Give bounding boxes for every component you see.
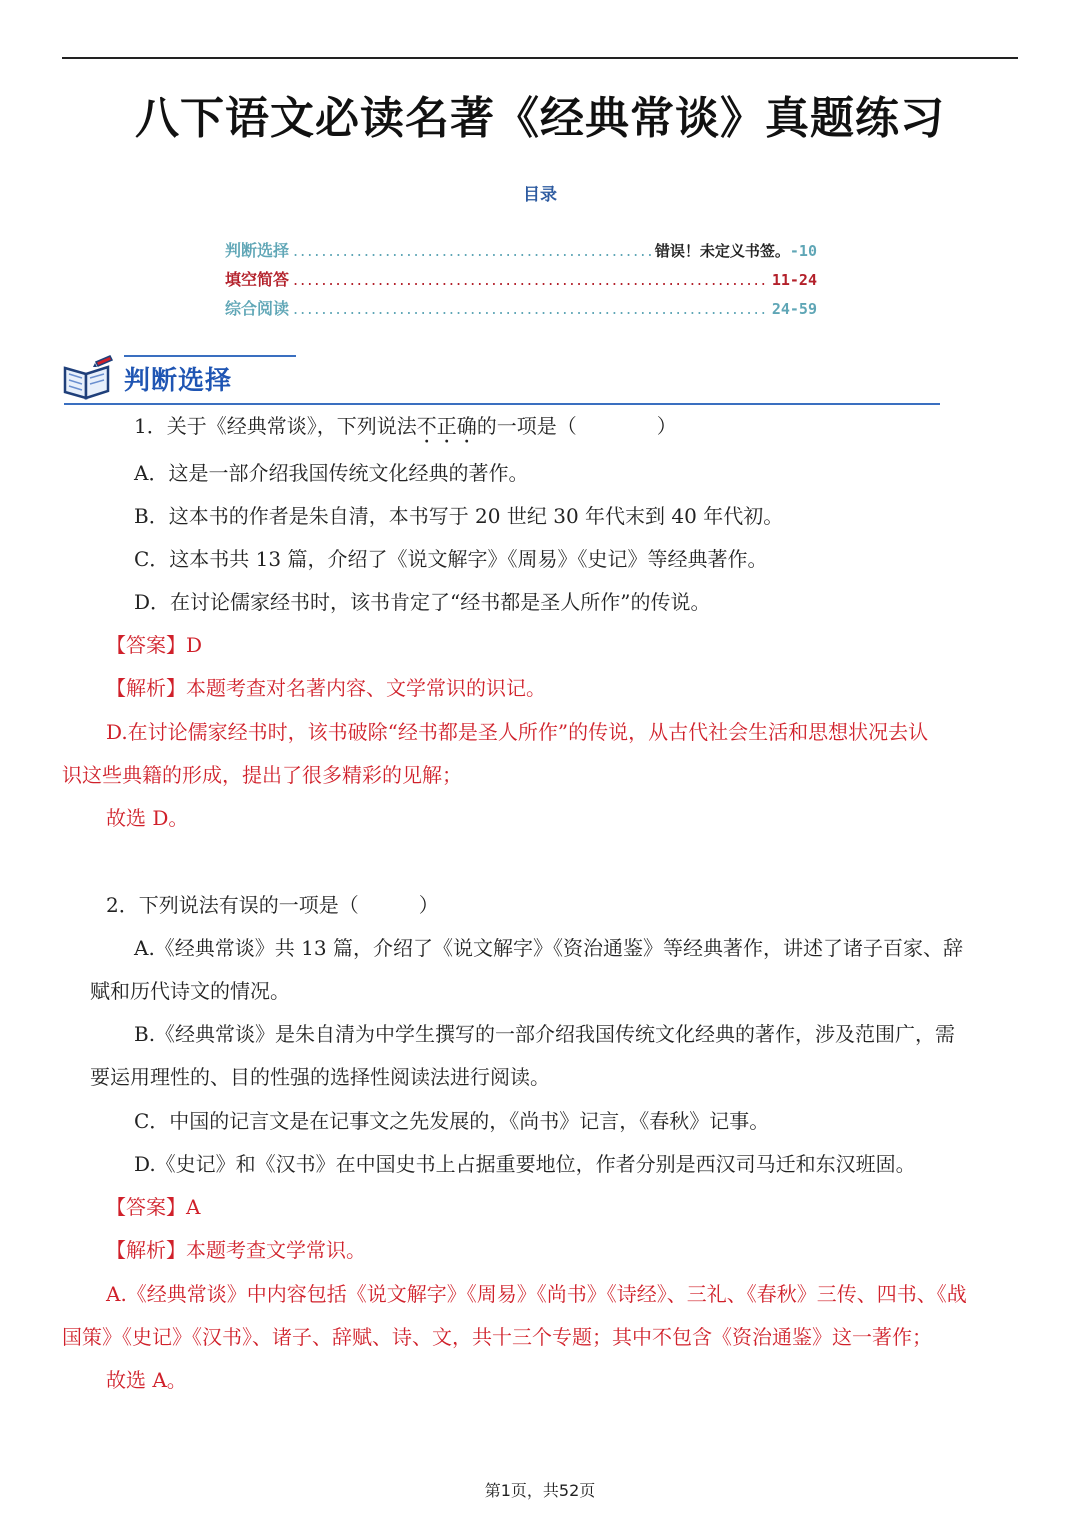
emphasis-char: 不 [416,414,437,438]
question-1-analysis: 【解析】本题考查对名著内容、文学常识的识记。 [106,676,546,700]
toc-item-label: 填空简答 [225,270,290,289]
question-1-stem [134,411,677,441]
question-2-option-b-line-2: 要运用理性的、目的性强的选择性阅读法进行阅读。 [90,1065,550,1089]
question-2-explanation-line-1: A.《经典常谈》中内容包括《说文解字》《周易》《尚书》《诗经》、三礼、《春秋》三传、四书、《战 [106,1282,967,1306]
question-2-option-d: D.《史记》和《汉书》在中国史书上占据重要地位，作者分别是西汉司马迁和东汉班固。 [134,1152,916,1176]
toc-item-error-text: 错误！未定义书签。 [654,242,790,260]
toc-item-page: 24-59 [771,300,817,318]
toc-dot-leader [293,241,651,260]
toc-item-label: 综合阅读 [225,299,290,318]
toc-item-reading[interactable] [225,296,817,325]
question-1-option-d: D．在讨论儒家经书时，该书肯定了“经书都是圣人所作”的传说。 [134,590,711,614]
toc-item-page: 11-24 [771,271,817,289]
toc-dot-leader [293,270,768,289]
emphasis-char: 正 [436,414,457,438]
question-1-option-b: B．这本书的作者是朱自清，本书写于 20 世纪 30 年代末到 40 年代初。 [134,504,784,528]
section-underline [64,403,940,405]
question-1-conclusion: 故选 D。 [106,806,189,830]
top-rule [62,57,1018,59]
section-header [62,352,940,408]
question-1-option-c: C．这本书共 13 篇，介绍了《说文解字》《周易》《史记》等经典著作。 [134,547,768,571]
toc-heading[interactable]: 目录 [523,185,557,205]
question-2-explanation-line-2: 国策》《史记》《汉书》、诸子、辞赋、诗、文，共十三个专题；其中不包含《资治通鉴》这一著作； [62,1325,932,1349]
document-title: 八下语文必读名著《经典常谈》真题练习 [135,93,945,144]
section-title: 判断选择 [124,366,233,396]
question-2-option-c: C．中国的记言文是在记事文之先发展的，《尚书》记言，《春秋》记事。 [134,1109,770,1133]
question-2-conclusion: 故选 A。 [106,1368,187,1392]
question-2-analysis: 【解析】本题考查文学常识。 [106,1238,366,1262]
question-2-option-a-line-2: 赋和历代诗文的情况。 [90,979,290,1003]
section-top-line [124,355,296,357]
emphasis-char: 确 [456,414,477,438]
question-1-explanation-line-1: D.在讨论儒家经书时，该书破除“经书都是圣人所作”的传说，从古代社会生活和思想状况去认 [106,720,929,744]
toc-item-label: 判断选择 [225,241,290,260]
question-2-stem: 2．下列说法有误的一项是（ ） [106,893,439,917]
book-pen-icon [62,354,114,402]
question-2-option-b-line-1: B.《经典常谈》是朱自清为中学生撰写的一部介绍我国传统文化经典的著作，涉及范围广，需 [134,1022,956,1046]
toc-item-judgment[interactable] [225,238,817,267]
question-2-answer: 【答案】A [106,1195,201,1219]
toc-item-page: -10 [789,242,817,260]
toc-item-fill-blank[interactable] [225,267,817,296]
page-footer: 第1页，共52页 [484,1481,596,1500]
question-stem-part: 的一项是（ ） [476,414,677,438]
table-of-contents [225,238,817,325]
question-2-option-a-line-1: A.《经典常谈》共 13 篇，介绍了《说文解字》《资治通鉴》等经典著作，讲述了诸子百家、辞 [134,936,963,960]
toc-dot-leader [293,299,768,318]
question-1-answer: 【答案】D [106,633,203,657]
question-1-explanation-line-2: 识这些典籍的形成，提出了很多精彩的见解； [62,763,462,787]
question-1-option-a: A．这是一部介绍我国传统文化经典的著作。 [134,461,529,485]
question-stem-part: 1．关于《经典常谈》，下列说法 [134,414,417,438]
